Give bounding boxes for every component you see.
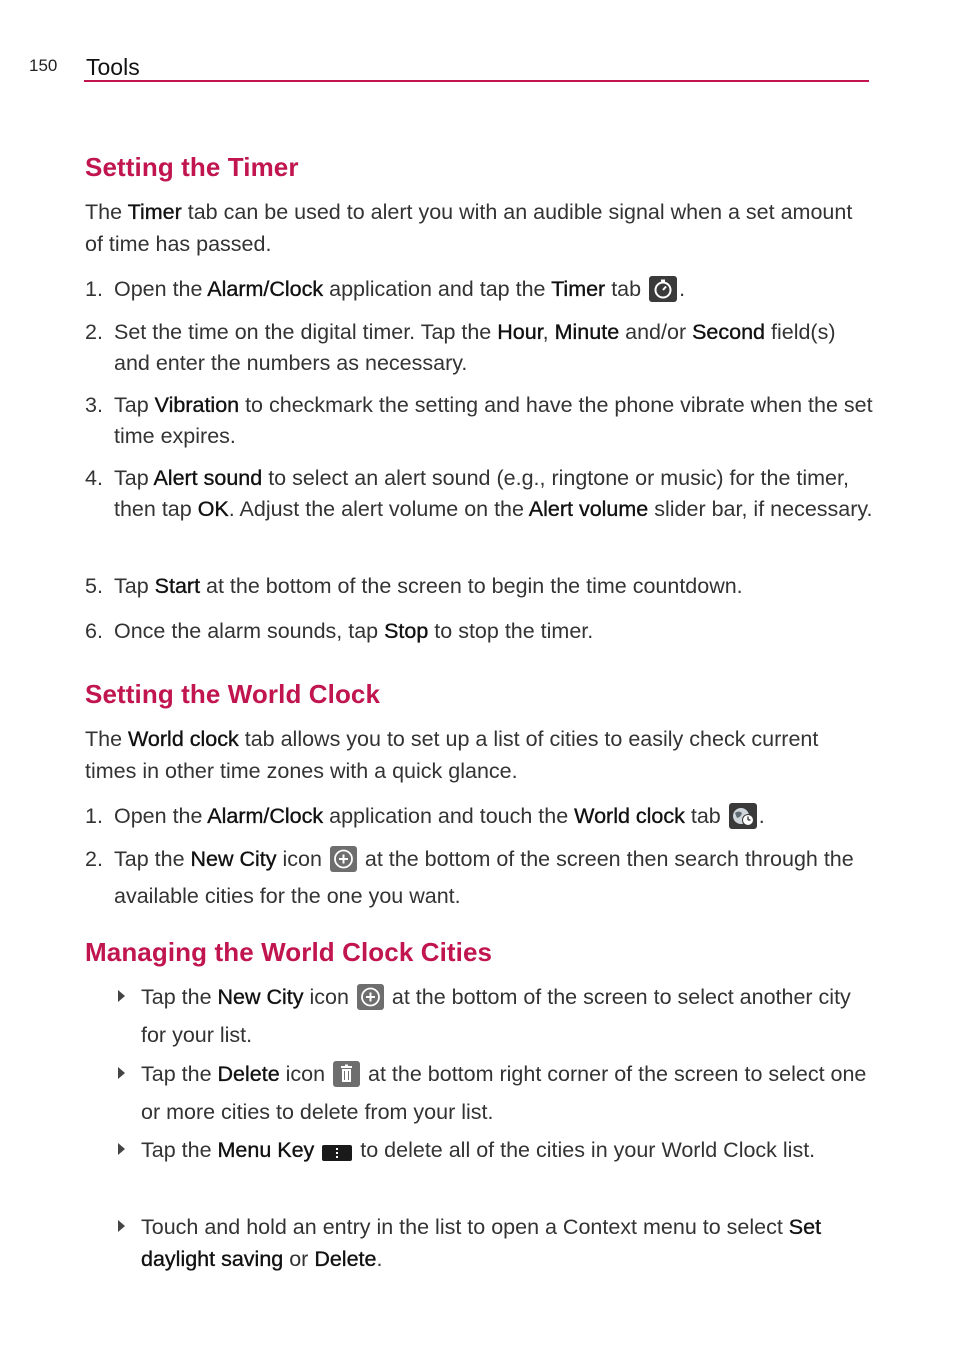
bullet-arrow-icon bbox=[118, 990, 125, 1002]
timer-step-5: 5. Tap Start at the bottom of the screen to begin the time countdown. bbox=[85, 574, 743, 598]
timer-step-2: 2. Set the time on the digital timer. Tap the Hour, Minute and/or Second field(s) and enter the numbers as necessary. bbox=[85, 320, 836, 375]
running-header: Tools bbox=[86, 54, 140, 80]
heading-managing-world-clock: Managing the World Clock Cities bbox=[85, 937, 493, 967]
world-clock-tab-icon bbox=[729, 803, 757, 838]
world-step-2: 2. Tap the New City icon at the bottom of the screen then search through the available cities for the one you want. bbox=[85, 847, 854, 908]
new-city-icon bbox=[357, 984, 384, 1019]
manage-bullet-2: Tap the Delete icon at the bottom right corner of the screen to select one or more cities to delete from your list. bbox=[118, 1058, 868, 1128]
timer-intro: The Timer tab can be used to alert you with an audible signal when a set amount of time has passed. bbox=[85, 200, 853, 256]
timer-step-1: 1. Open the Alarm/Clock application and tap the Timer tab . bbox=[85, 274, 875, 311]
bullet-arrow-icon bbox=[118, 1143, 125, 1155]
timer-step-6: 6. Once the alarm sounds, tap Stop to stop the timer. bbox=[85, 619, 594, 643]
manage-bullet-1: Tap the New City icon at the bottom of the screen to select another city for your list. bbox=[118, 981, 868, 1051]
bullet-arrow-icon bbox=[118, 1220, 125, 1232]
delete-icon bbox=[333, 1061, 360, 1096]
manage-bullet-3: Tap the Menu Key to delete all of the cities in your World Clock list. bbox=[118, 1134, 868, 1172]
page-number: 150 bbox=[29, 56, 58, 75]
new-city-icon bbox=[330, 846, 357, 881]
menu-key-icon bbox=[322, 1140, 352, 1172]
timer-step-3: 3. Tap Vibration to checkmark the setting and have the phone vibrate when the set time expires. bbox=[85, 393, 873, 448]
header-divider bbox=[84, 80, 869, 82]
bullet-arrow-icon bbox=[118, 1067, 125, 1079]
world-intro: The World clock tab allows you to set up a list of cities to easily check current times in other time zones with a quick glance. bbox=[85, 727, 819, 783]
heading-setting-timer: Setting the Timer bbox=[85, 152, 299, 182]
timer-step-4: 4. Tap Alert sound to select an alert sound (e.g., ringtone or music) for the timer, then tap OK. Adjust the alert volume on the Alert volume slider bar, if necessary. bbox=[85, 466, 873, 521]
world-step-1: 1. Open the Alarm/Clock application and touch the World clock tab . bbox=[85, 801, 875, 838]
heading-setting-world-clock: Setting the World Clock bbox=[85, 679, 381, 709]
timer-tab-icon bbox=[649, 276, 677, 311]
manage-bullet-4: Touch and hold an entry in the list to open a Context menu to select Set daylight saving or Delete. bbox=[118, 1211, 868, 1275]
